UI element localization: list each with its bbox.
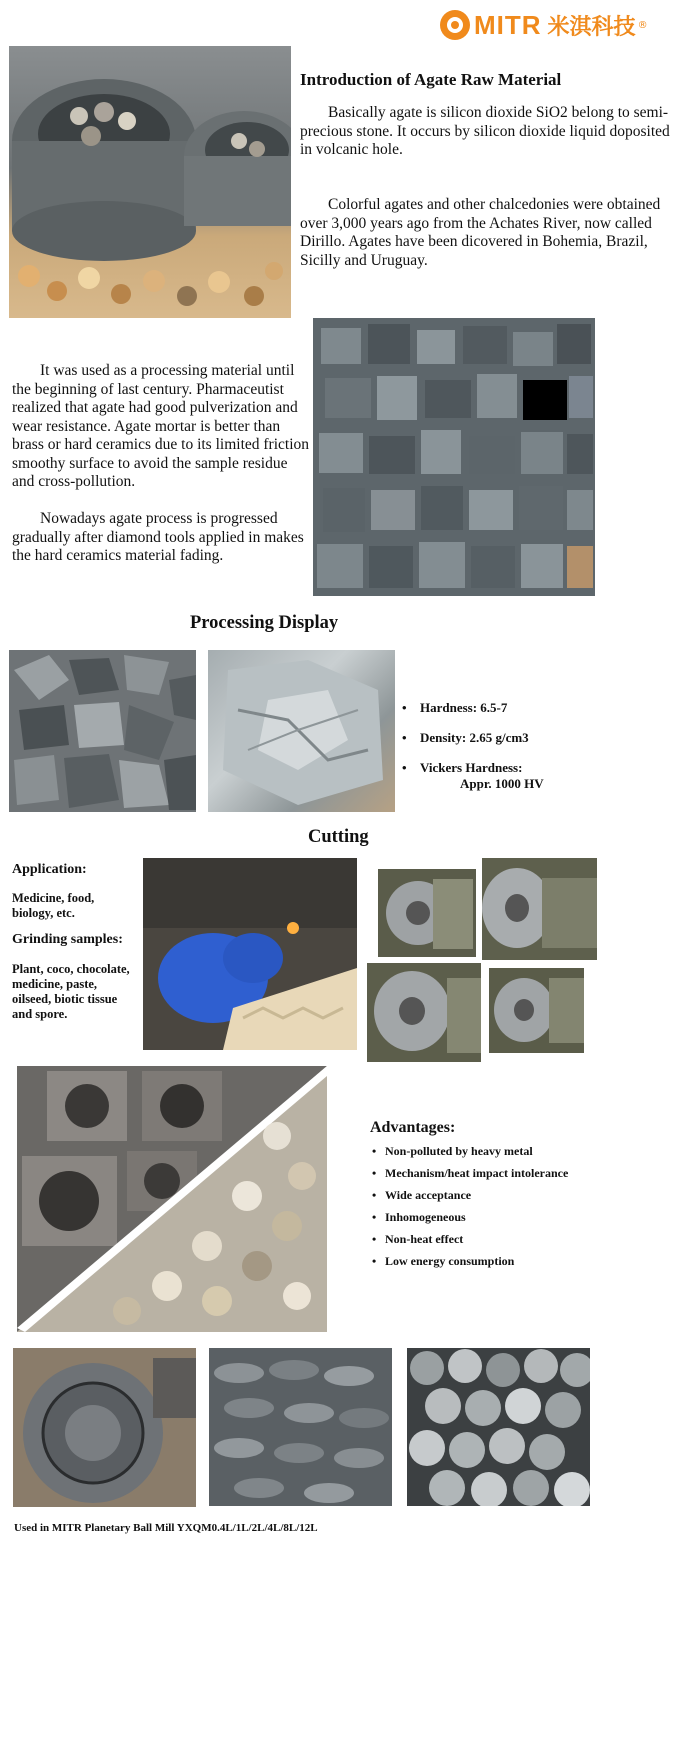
advantage-item: • Non-heat effect bbox=[372, 1233, 572, 1246]
advantage-item: • Wide acceptance bbox=[372, 1189, 572, 1202]
lathe-photo-3 bbox=[367, 963, 481, 1062]
logo-chinese: 米淇科技 bbox=[547, 14, 636, 40]
processing-display-title: Processing Display bbox=[190, 613, 339, 633]
lathe-photo-1 bbox=[378, 869, 476, 957]
advantage-item: • Non-polluted by heavy metal bbox=[372, 1145, 572, 1158]
cutting-hand-photo bbox=[143, 858, 357, 1050]
intro-title: Introduction of Agate Raw Material bbox=[300, 70, 562, 89]
vickers-value: Appr. 1000 HV bbox=[460, 776, 544, 791]
agate-blanks-photo bbox=[17, 1066, 327, 1332]
lathe-photo-2 bbox=[482, 858, 597, 960]
agate-closeup-photo bbox=[208, 650, 395, 812]
footer-caption: Used in MITR Planetary Ball Mill YXQM0.4L/1L/2L/4L/8L/12L bbox=[14, 1522, 318, 1534]
application-label: Application: bbox=[12, 862, 87, 877]
agate-ring-photo bbox=[13, 1348, 196, 1507]
logo-registered: ® bbox=[637, 19, 648, 31]
history-paragraph-1: It was used as a processing material until the beginning of last century. Pharmaceutist realized that agate had good pulverization and wear resistance. Agate mortar is better than brass or hard ceramics due to its limited friction smoothy surface to avoid the sample residue and cross-pollution. bbox=[12, 362, 309, 490]
advantages-title: Advantages: bbox=[370, 1119, 456, 1136]
agate-jars-photo bbox=[9, 46, 291, 318]
history-paragraph-2: Nowadays agate process is progressed gradually after diamond tools applied in makes the hard ceramics material fading. bbox=[12, 510, 304, 564]
advantage-item: • Mechanism/heat impact intolerance bbox=[372, 1167, 572, 1180]
density-item: • Density: 2.65 g/cm3 bbox=[402, 730, 672, 746]
application-text: Medicine, food, biology, etc. bbox=[12, 891, 95, 920]
advantage-item: • Low energy consumption bbox=[372, 1255, 572, 1268]
brand-logo bbox=[440, 6, 672, 44]
vickers-item: • Vickers Hardness: Appr. 1000 HV bbox=[402, 760, 672, 792]
advantages-list bbox=[372, 1145, 572, 1277]
grinding-samples-text: Plant, coco, chocolate, medicine, paste, oilseed, biotic tissue and spore. bbox=[12, 962, 130, 1021]
agate-discs-photo bbox=[209, 1348, 392, 1506]
agate-blocks-photo bbox=[313, 318, 595, 596]
agate-bowls-photo bbox=[407, 1348, 590, 1506]
logo-mark-icon bbox=[440, 10, 470, 40]
property-list bbox=[402, 700, 672, 806]
intro-paragraph-2: Colorful agates and other chalcedonies were obtained over 3,000 years ago from the Achates River, now called Dirillo. Agates have been dicovered in Bohemia, Brazil, Sicilly and Uruguay. bbox=[300, 196, 661, 269]
logo-brand: MITR bbox=[474, 9, 542, 40]
cutting-title: Cutting bbox=[308, 827, 369, 847]
advantage-item: • Inhomogeneous bbox=[372, 1211, 572, 1224]
lathe-photo-4 bbox=[489, 968, 584, 1053]
grinding-samples-label: Grinding samples: bbox=[12, 932, 123, 947]
intro-paragraph-1: Basically agate is silicon dioxide SiO2 belong to semi-precious stone. It occurs by silicon dioxide liquid doposited in volcanic hole. bbox=[300, 104, 670, 158]
hardness-item: • Hardness: 6.5-7 bbox=[402, 700, 672, 716]
rough-agate-photo bbox=[9, 650, 196, 812]
